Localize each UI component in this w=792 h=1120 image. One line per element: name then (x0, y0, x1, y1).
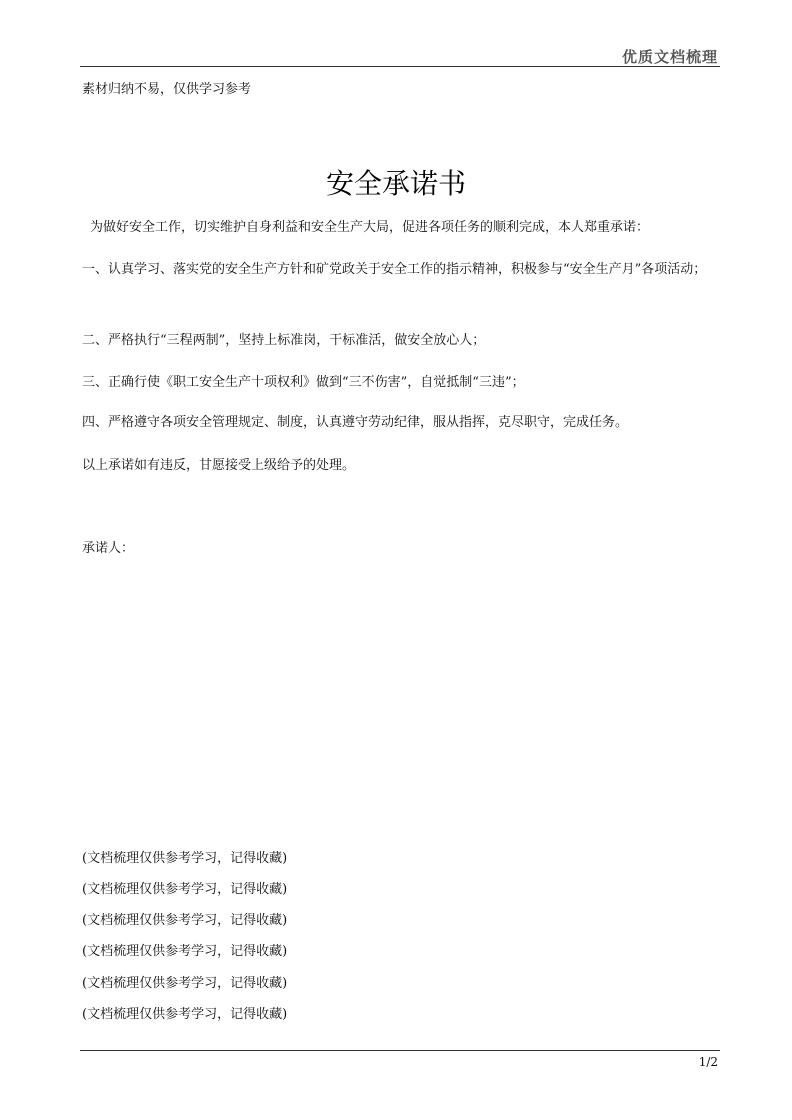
header-divider (80, 66, 720, 67)
commitment-item-3: 三、正确行使《职工安全生产十项权利》做到“三不伤害”，自觉抵制“三违”； (82, 375, 525, 390)
archive-note: (文档梳理仅供参考学习，记得收藏) (82, 913, 288, 928)
archive-note: (文档梳理仅供参考学习，记得收藏) (82, 944, 288, 959)
archive-note: (文档梳理仅供参考学习，记得收藏) (82, 1007, 288, 1022)
commitment-item-4: 四、严格遵守各项安全管理规定、制度，认真遵守劳动纪律，服从指挥，克尽职守，完成任务。 (82, 415, 629, 430)
footer-divider (80, 1050, 720, 1051)
archive-note: (文档梳理仅供参考学习，记得收藏) (82, 851, 288, 866)
page-number: 1/2 (698, 1055, 718, 1069)
document-title: 安全承诺书 (325, 167, 466, 200)
commitment-item-2: 二、严格执行“三程两制”，坚持上标准岗，干标准活，做安全放心人； (82, 333, 486, 348)
commitment-item-1: 一、认真学习、落实党的安全生产方针和矿党政关于安全工作的指示精神，积极参与“安全生产月”各项活动； (82, 262, 707, 277)
archive-note: (文档梳理仅供参考学习，记得收藏) (82, 882, 288, 897)
archive-note: (文档梳理仅供参考学习，记得收藏) (82, 976, 288, 991)
header-note: 素材归纳不易，仅供学习参考 (82, 82, 252, 97)
header-label: 优质文档梳理 (621, 48, 718, 66)
closing-paragraph: 以上承诺如有违反，甘愿接受上级给予的处理。 (82, 458, 356, 473)
intro-paragraph: 为做好安全工作，切实维护自身利益和安全生产大局，促进各项任务的顺利完成，本人郑重承诺： (90, 220, 650, 235)
signer-label: 承诺人： (82, 541, 135, 556)
